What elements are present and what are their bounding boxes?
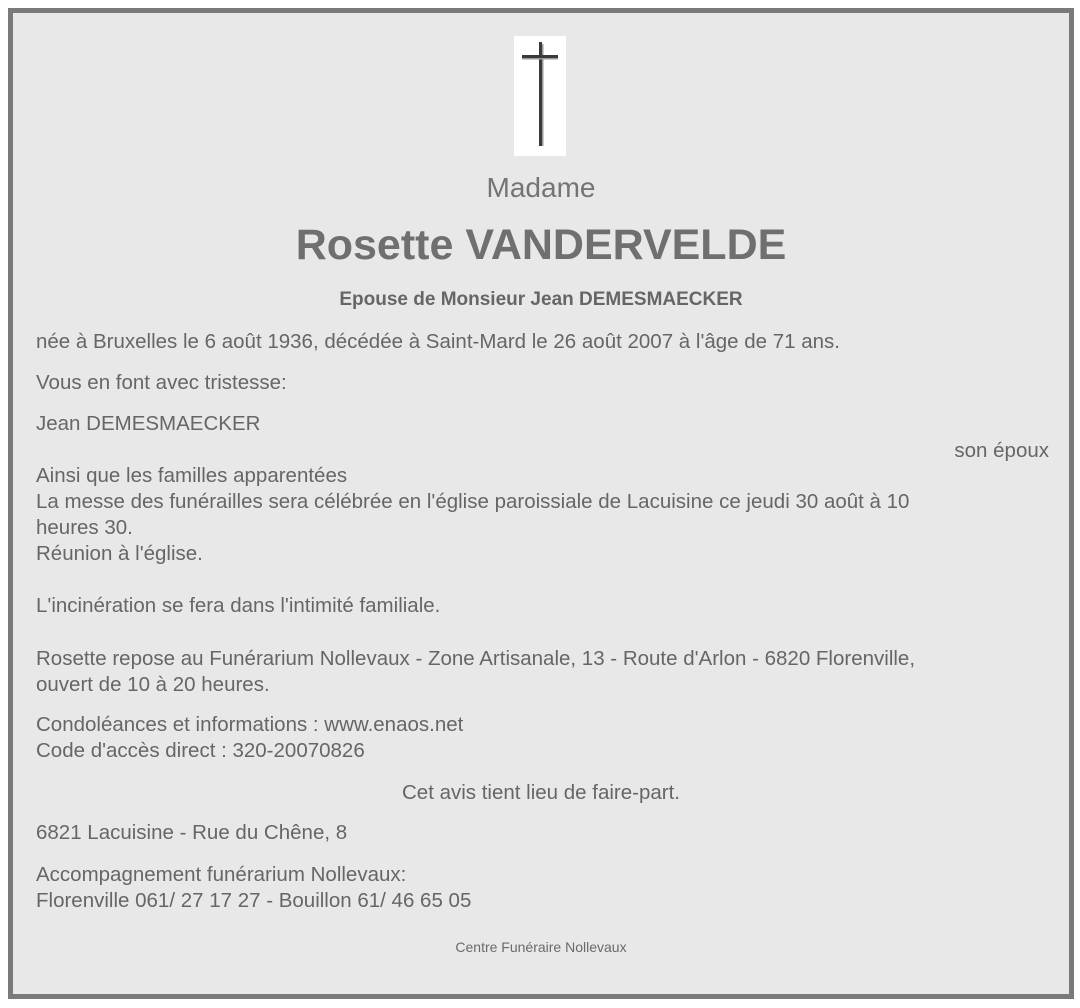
footer-credit: Centre Funéraire Nollevaux — [455, 939, 627, 955]
families-line: Ainsi que les familles apparentées — [36, 464, 348, 487]
announcement-line: Cet avis tient lieu de faire-part. — [401, 781, 681, 804]
deceased-name: Rosette VANDERVELDE — [295, 221, 787, 269]
family-member-relation: son époux — [954, 439, 1049, 462]
cremation-line: L'incinération se fera dans l'intimité familiale. — [36, 594, 441, 617]
spouse-line: Epouse de Monsieur Jean DEMESMAECKER — [339, 289, 743, 310]
funeral-home-phones: Florenville 061/ 27 17 27 - Bouillon 61/ 46 65 05 — [36, 889, 472, 912]
birth-death-line: née à Bruxelles le 6 août 1936, décédée à Saint-Mard le 26 août 2007 à l'âge de 71 ans. — [36, 330, 840, 353]
rest-line-1: Rosette repose au Funérarium Nollevaux - Zone Artisanale, 13 - Route d'Arlon - 6820 Florenville, — [36, 647, 916, 670]
rest-line-2: ouvert de 10 à 20 heures. — [36, 673, 270, 696]
death-notice-frame — [8, 8, 1074, 999]
address-line: 6821 Lacuisine - Rue du Chêne, 8 — [36, 821, 348, 844]
mass-line-2: heures 30. — [36, 516, 133, 539]
funeral-home-label: Accompagnement funérarium Nollevaux: — [36, 863, 407, 886]
condolences-line: Condoléances et informations : www.enaos.net — [36, 713, 464, 736]
meeting-line: Réunion à l'église. — [36, 542, 203, 565]
cross-image — [514, 36, 566, 156]
intro-line: Vous en font avec tristesse: — [36, 371, 287, 394]
title-prefix: Madame — [486, 172, 596, 203]
access-code-line: Code d'accès direct : 320-20070826 — [36, 739, 365, 762]
family-member-name: Jean DEMESMAECKER — [36, 412, 261, 435]
mass-line-1: La messe des funérailles sera célébrée en l'église paroissiale de Lacuisine ce jeudi 30 août à 10 — [36, 490, 910, 513]
cross-icon — [514, 36, 566, 156]
